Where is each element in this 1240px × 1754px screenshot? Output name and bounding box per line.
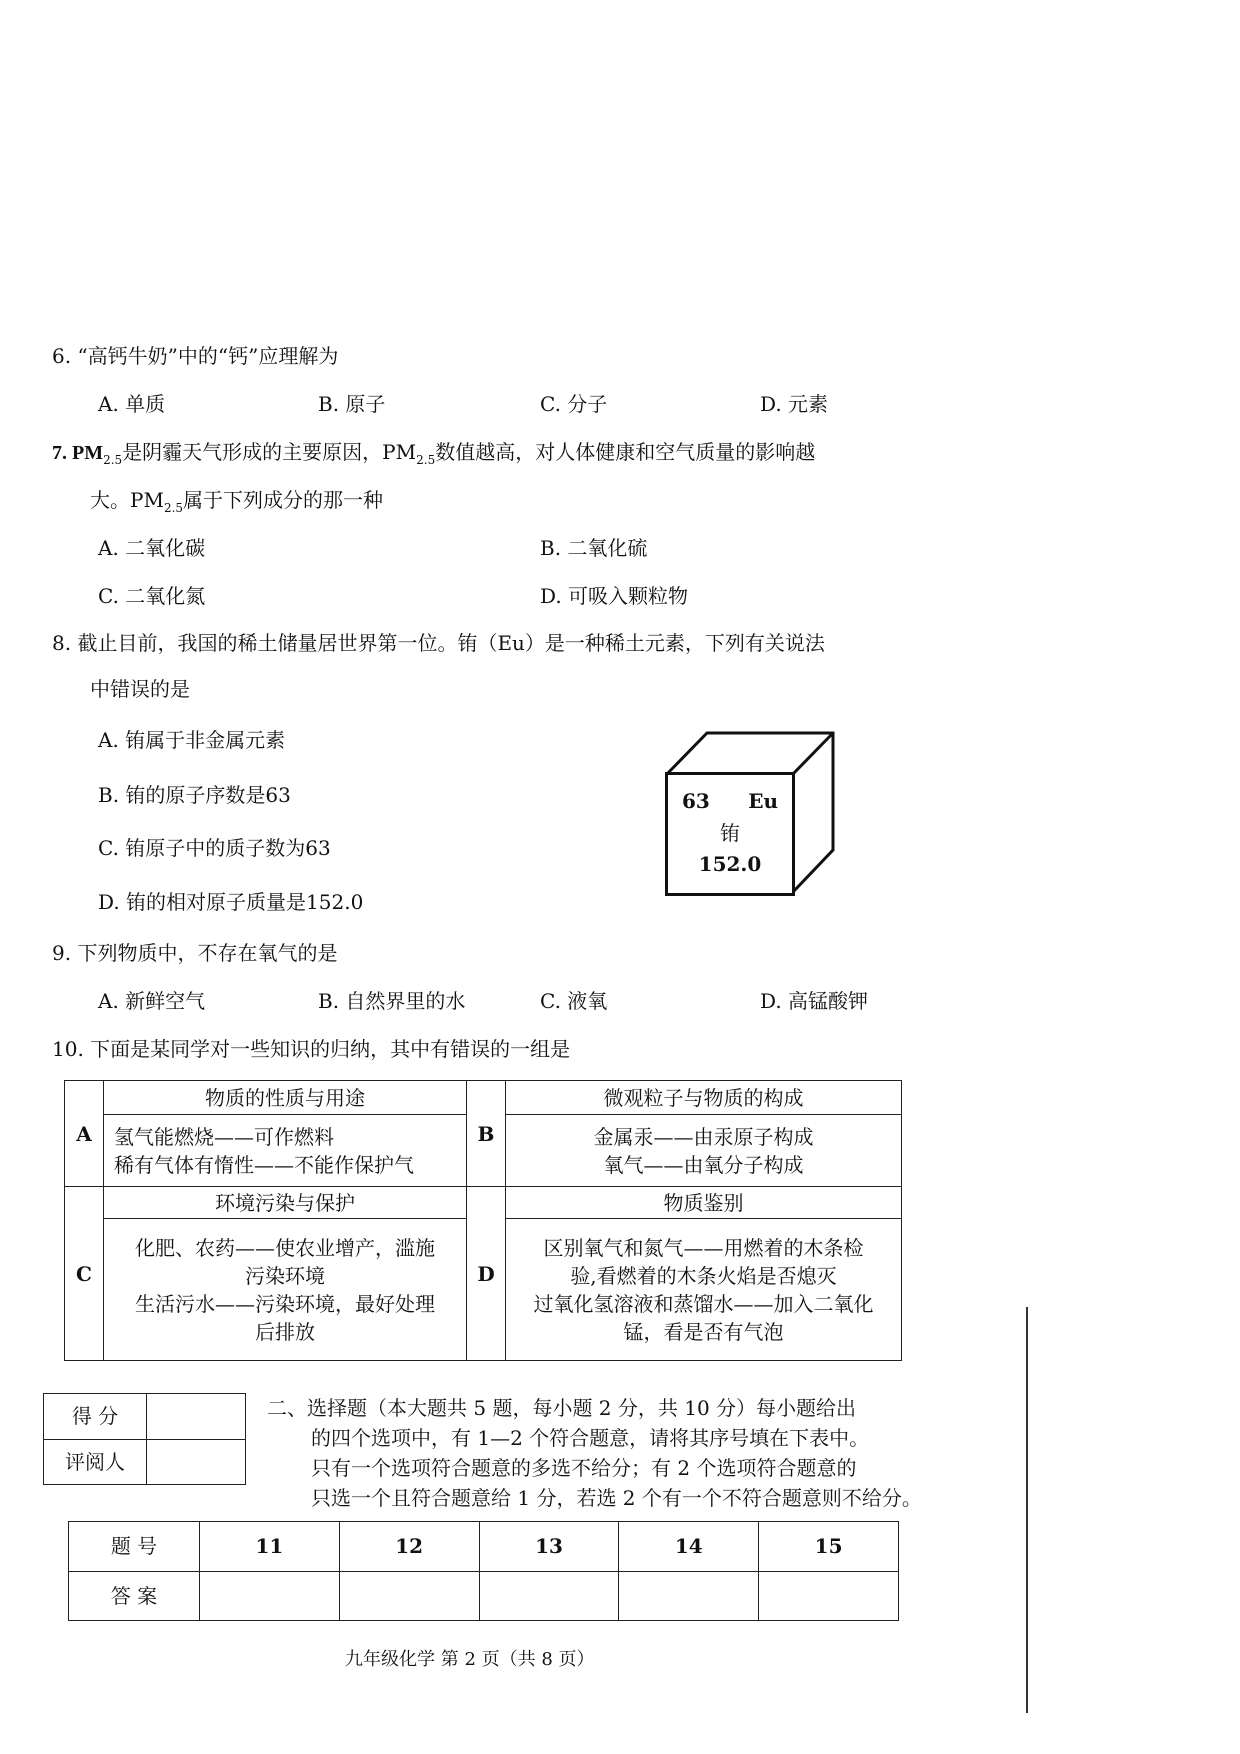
group-title: 物质的性质与用途 <box>104 1081 467 1115</box>
q9-option-b: B. 自然界里的水 <box>318 989 466 1013</box>
row-label: 答 案 <box>69 1571 200 1621</box>
reviewer-field[interactable] <box>147 1439 246 1485</box>
group-title: 微观粒子与物质的构成 <box>506 1081 902 1115</box>
q8-option-c: C. 铕原子中的质子数为63 <box>98 836 331 860</box>
group-content: 区别氧气和氮气——用燃着的木条检 验,看燃着的木条火焰是否熄灭 过氧化氢溶液和蒸馏水——加入二氧化 锰，看是否有气泡 <box>506 1219 902 1361</box>
group-content: 金属汞——由汞原子构成 氧气——由氧分子构成 <box>506 1115 902 1187</box>
group-letter: C <box>65 1187 104 1361</box>
q6-option-c: C. 分子 <box>540 392 608 416</box>
group-content: 化肥、农药——使农业增产，滥施 污染环境 生活污水——污染环境，最好处理 后排放 <box>104 1219 467 1361</box>
q10-table <box>64 1080 902 1361</box>
q6-option-b: B. 原子 <box>318 392 386 416</box>
q8-option-a: A. 铕属于非金属元素 <box>98 728 286 752</box>
group-title: 环境污染与保护 <box>104 1187 467 1219</box>
element-card <box>665 772 795 896</box>
q7-stem-line2: 大。$PM_{2.5}$属于下列成分的那一种 <box>90 488 384 515</box>
question-number: 14 <box>619 1522 759 1572</box>
q9-option-c: C. 液氧 <box>540 989 608 1013</box>
element-symbol: Eu <box>748 789 778 813</box>
group-content: 氢气能燃烧——可作燃料 稀有气体有惰性——不能作保护气 <box>104 1115 467 1187</box>
answer-cell[interactable] <box>200 1571 340 1621</box>
q7-stem-line1: 7. $PM_{2.5}$是阴霾天气形成的主要原因，$PM_{2.5}$数值越高，对人体健康和空气质量的影响越 <box>52 440 816 467</box>
atomic-number: 63 <box>682 789 710 813</box>
q7-option-a: A. 二氧化碳 <box>98 536 206 560</box>
question-number: 12 <box>339 1522 479 1572</box>
q6-option-d: D. 元素 <box>760 392 829 416</box>
group-letter: A <box>65 1081 104 1187</box>
q8-stem-line1: 8. 截止目前，我国的稀土储量居世界第一位。铕（Eu）是一种稀土元素，下列有关说法 <box>52 631 825 655</box>
reviewer-label: 评阅人 <box>44 1439 147 1485</box>
answer-cell[interactable] <box>339 1571 479 1621</box>
question-number: 11 <box>200 1522 340 1572</box>
q8-stem-line2: 中错误的是 <box>90 677 190 701</box>
q9-option-d: D. 高锰酸钾 <box>760 989 869 1013</box>
score-field[interactable] <box>147 1394 246 1440</box>
section2-instructions: 二、选择题（本大题共 5 题，每小题 2 分，共 10 分）每小题给出 的四个选项中，有 1—2 个符合题意，请将其序号填在下表中。 只有一个选项符合题意的多选不给分；有 2 个选项符合题意的 只选一个且符合题意给 1 分，若选 2 个有一个不符合题意则不给分。 <box>267 1396 922 1510</box>
row-label: 题 号 <box>69 1522 200 1572</box>
q6-option-a: A. 单质 <box>98 392 166 416</box>
q7-option-d: D. 可吸入颗粒物 <box>540 584 689 608</box>
q6-stem: 6. “高钙牛奶”中的“钙”应理解为 <box>52 344 339 368</box>
score-label: 得 分 <box>44 1394 147 1440</box>
q9-stem: 9. 下列物质中，不存在氧气的是 <box>52 941 338 965</box>
answer-cell[interactable] <box>759 1571 899 1621</box>
score-box <box>43 1393 246 1485</box>
answer-cell[interactable] <box>619 1571 759 1621</box>
q10-stem: 10. 下面是某同学对一些知识的归纳，其中有错误的一组是 <box>52 1037 571 1061</box>
q8-option-b: B. 铕的原子序数是63 <box>98 783 291 807</box>
group-letter: D <box>467 1187 506 1361</box>
binding-line <box>1026 1307 1028 1713</box>
group-letter: B <box>467 1081 506 1187</box>
q7-option-c: C. 二氧化氮 <box>98 584 206 608</box>
group-title: 物质鉴别 <box>506 1187 902 1219</box>
element-name: 铕 <box>720 821 740 845</box>
q9-option-a: A. 新鲜空气 <box>98 989 206 1013</box>
q8-option-d: D. 铕的相对原子质量是152.0 <box>98 890 364 914</box>
atomic-mass: 152.0 <box>698 852 762 876</box>
question-number: 13 <box>479 1522 619 1572</box>
page-footer: 九年级化学 第 2 页（共 8 页） <box>345 1649 595 1670</box>
q7-option-b: B. 二氧化硫 <box>540 536 648 560</box>
answer-cell[interactable] <box>479 1571 619 1621</box>
question-number: 15 <box>759 1522 899 1572</box>
answer-table <box>68 1521 899 1621</box>
